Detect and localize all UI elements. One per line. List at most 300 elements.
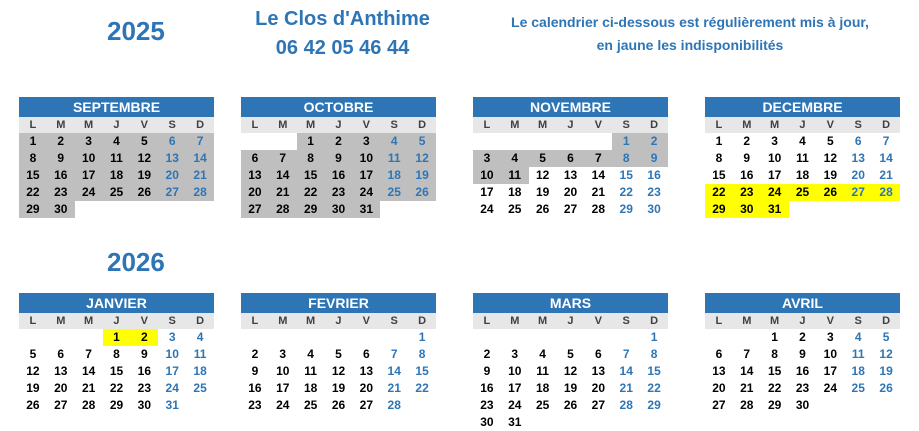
day-cell: 30 — [795, 398, 810, 412]
day-cell: 13 — [563, 168, 578, 182]
day-cell: 12 — [535, 168, 550, 182]
day-cell: 9 — [325, 150, 353, 167]
day-cell: 9 — [251, 364, 259, 378]
day-cell: 8 — [418, 347, 426, 361]
day-cell: 22 — [19, 184, 47, 201]
day-cell: 18 — [103, 167, 131, 184]
weekday-label: D — [408, 313, 436, 329]
year-2026-heading: 2026 — [107, 247, 165, 277]
day-cell: 16 — [248, 381, 262, 395]
weekday-row — [473, 313, 668, 329]
day-cell: 28 — [186, 184, 214, 201]
empty-cell — [269, 133, 297, 150]
day-cell: 9 — [47, 150, 75, 167]
day-cell: 24 — [508, 398, 522, 412]
day-cell: 23 — [795, 381, 810, 395]
day-cell: 15 — [415, 364, 429, 378]
weekday-label: V — [130, 313, 158, 329]
weekday-row — [241, 313, 436, 329]
weekday-label: L — [473, 313, 501, 329]
day-cell: 15 — [767, 364, 782, 378]
day-cell: 14 — [186, 150, 214, 167]
day-cell: 5 — [130, 133, 158, 150]
days-grid — [19, 133, 214, 218]
day-cell: 27 — [158, 184, 186, 201]
empty-cell — [529, 329, 557, 346]
day-cell: 5 — [408, 133, 436, 150]
day-cell: 8 — [612, 150, 640, 167]
weekday-row — [473, 117, 668, 133]
day-cell: 17 — [480, 185, 494, 199]
day-cell: 28 — [81, 398, 96, 412]
day-cell: 24 — [761, 184, 789, 201]
day-cell: 15 — [109, 364, 124, 378]
day-cell: 6 — [158, 133, 186, 150]
day-cell: 16 — [647, 168, 661, 182]
day-cell: 16 — [480, 381, 494, 395]
day-cell: 30 — [137, 398, 152, 412]
day-cell: 11 — [851, 347, 865, 361]
empty-cell — [297, 329, 325, 346]
day-cell: 28 — [872, 184, 900, 201]
day-cell: 21 — [186, 167, 214, 184]
day-cell: 20 — [54, 381, 68, 395]
day-cell: 24 — [276, 398, 290, 412]
day-cell: 19 — [879, 364, 893, 378]
empty-cell — [473, 329, 501, 346]
weekday-label: S — [158, 313, 186, 329]
day-cell: 13 — [359, 364, 374, 378]
day-cell: 11 — [536, 364, 549, 378]
day-cell: 14 — [879, 151, 893, 165]
weekday-label: M — [75, 313, 103, 329]
day-cell: 27 — [563, 202, 578, 216]
day-cell: 15 — [297, 167, 325, 184]
day-cell: 25 — [535, 398, 550, 412]
day-cell: 11 — [103, 150, 131, 167]
day-cell: 12 — [563, 364, 578, 378]
day-cell: 18 — [851, 364, 865, 378]
day-cell: 27 — [591, 398, 606, 412]
calendar-note-line2 — [470, 34, 910, 57]
day-cell: 6 — [241, 150, 269, 167]
weekday-label: S — [158, 117, 186, 133]
day-cell: 19 — [563, 381, 578, 395]
empty-cell — [612, 329, 640, 346]
day-cell: 2 — [483, 347, 491, 361]
day-cell: 13 — [158, 150, 186, 167]
day-cell: 17 — [75, 167, 103, 184]
day-cell: 13 — [241, 167, 269, 184]
empty-cell — [705, 329, 733, 346]
day-cell: 17 — [508, 381, 522, 395]
day-cell: 14 — [269, 167, 297, 184]
weekday-label: S — [844, 313, 872, 329]
day-cell: 10 — [767, 151, 782, 165]
day-cell: 31 — [165, 398, 179, 412]
day-cell: 8 — [715, 151, 723, 165]
day-cell: 26 — [879, 381, 893, 395]
weekday-label: M — [47, 117, 75, 133]
weekday-label: S — [612, 313, 640, 329]
weekday-label: M — [47, 313, 75, 329]
weekday-label: V — [352, 117, 380, 133]
empty-cell — [733, 329, 761, 346]
day-cell: 30 — [47, 201, 75, 218]
day-cell: 13 — [54, 364, 68, 378]
weekday-label: J — [557, 313, 585, 329]
day-cell: 10 — [75, 150, 103, 167]
month-header: OCTOBRE — [241, 97, 436, 117]
day-cell: 16 — [47, 167, 75, 184]
day-cell: 4 — [103, 133, 131, 150]
days-grid — [473, 133, 668, 218]
day-cell: 21 — [81, 381, 96, 395]
day-cell: 15 — [647, 364, 661, 378]
day-cell: 11 — [501, 167, 529, 184]
day-cell: 12 — [408, 150, 436, 167]
weekday-row — [19, 117, 214, 133]
day-cell: 23 — [647, 185, 661, 199]
empty-cell — [241, 329, 269, 346]
day-cell: 9 — [743, 151, 751, 165]
day-cell: 8 — [297, 150, 325, 167]
day-cell: 8 — [771, 347, 778, 361]
weekday-label: M — [733, 117, 761, 133]
day-cell: 21 — [269, 184, 297, 201]
empty-cell — [584, 133, 612, 150]
weekday-label: V — [130, 117, 158, 133]
day-cell: 3 — [827, 330, 834, 344]
weekday-label: D — [186, 313, 214, 329]
day-cell: 24 — [480, 202, 494, 216]
day-cell: 28 — [387, 398, 401, 412]
day-cell: 10 — [276, 364, 290, 378]
empty-cell — [325, 329, 353, 346]
day-cell: 3 — [473, 150, 501, 167]
month-header: NOVEMBRE — [473, 97, 668, 117]
weekday-label: M — [529, 313, 557, 329]
weekday-row — [705, 313, 900, 329]
day-cell: 30 — [647, 202, 661, 216]
day-cell: 14 — [619, 364, 633, 378]
day-cell: 31 — [508, 415, 522, 429]
weekday-label: L — [19, 117, 47, 133]
weekday-label: D — [872, 117, 900, 133]
day-cell: 13 — [591, 364, 606, 378]
weekday-label: V — [584, 313, 612, 329]
days-grid — [241, 329, 436, 414]
weekday-label: S — [612, 117, 640, 133]
day-cell: 22 — [415, 381, 429, 395]
day-cell: 21 — [879, 168, 893, 182]
day-cell: 18 — [795, 168, 810, 182]
weekday-row — [705, 117, 900, 133]
day-cell: 14 — [591, 168, 606, 182]
day-cell: 24 — [75, 184, 103, 201]
empty-cell — [75, 329, 103, 346]
weekday-label: L — [705, 117, 733, 133]
day-cell: 10 — [165, 347, 179, 361]
day-cell: 28 — [740, 398, 754, 412]
month-header: MARS — [473, 293, 668, 313]
day-cell: 3 — [352, 133, 380, 150]
day-cell: 2 — [799, 330, 806, 344]
day-cell: 9 — [141, 347, 148, 361]
day-cell: 25 — [103, 184, 131, 201]
month-header: AVRIL — [705, 293, 900, 313]
day-cell: 20 — [591, 381, 606, 395]
day-cell: 20 — [158, 167, 186, 184]
day-cell: 27 — [359, 398, 374, 412]
day-cell: 6 — [557, 150, 585, 167]
day-cell: 10 — [508, 364, 522, 378]
day-cell: 4 — [501, 150, 529, 167]
day-cell: 15 — [19, 167, 47, 184]
day-cell: 19 — [535, 185, 550, 199]
day-cell: 25 — [851, 381, 865, 395]
day-cell: 22 — [619, 185, 633, 199]
weekday-label: J — [103, 117, 131, 133]
phone-number: 06 42 05 46 44 — [275, 37, 410, 59]
day-cell: 10 — [473, 167, 501, 184]
day-cell: 24 — [165, 381, 179, 395]
day-cell: 2 — [130, 329, 158, 346]
day-cell: 23 — [137, 381, 152, 395]
day-cell: 11 — [380, 150, 408, 167]
weekday-label: D — [640, 117, 668, 133]
day-cell: 17 — [165, 364, 179, 378]
day-cell: 26 — [816, 184, 844, 201]
day-cell: 4 — [307, 347, 314, 361]
day-cell: 22 — [109, 381, 124, 395]
day-cell: 12 — [26, 364, 40, 378]
day-cell: 24 — [823, 381, 838, 395]
day-cell: 6 — [57, 347, 65, 361]
weekday-label: V — [352, 313, 380, 329]
day-cell: 7 — [186, 133, 214, 150]
day-cell: 1 — [650, 330, 658, 344]
empty-cell — [501, 133, 529, 150]
weekday-label: M — [269, 117, 297, 133]
weekday-label: D — [186, 117, 214, 133]
day-cell: 5 — [567, 347, 574, 361]
day-cell: 29 — [109, 398, 124, 412]
day-cell: 17 — [352, 167, 380, 184]
month-avril — [705, 293, 900, 414]
day-cell: 23 — [733, 184, 761, 201]
empty-cell — [352, 329, 380, 346]
day-cell: 13 — [851, 151, 865, 165]
day-cell: 26 — [563, 398, 578, 412]
day-cell: 4 — [380, 133, 408, 150]
day-cell: 7 — [743, 347, 751, 361]
day-cell: 9 — [483, 364, 491, 378]
day-cell: 18 — [508, 185, 522, 199]
day-cell: 26 — [130, 184, 158, 201]
property-name: Le Clos d'Anthime — [255, 8, 430, 30]
year-2025-heading: 2025 — [107, 16, 165, 46]
day-cell: 12 — [879, 347, 893, 361]
day-cell: 3 — [75, 133, 103, 150]
day-cell: 23 — [248, 398, 262, 412]
weekday-label: M — [761, 313, 789, 329]
day-cell: 11 — [193, 347, 207, 361]
day-cell: 5 — [29, 347, 37, 361]
day-cell: 11 — [304, 364, 317, 378]
empty-cell — [529, 133, 557, 150]
weekday-label: J — [325, 117, 353, 133]
day-cell: 22 — [767, 381, 782, 395]
day-cell: 20 — [359, 381, 374, 395]
weekday-label: M — [501, 117, 529, 133]
weekday-label: M — [297, 117, 325, 133]
note-text-pre: en — [596, 37, 617, 53]
empty-cell — [380, 329, 408, 346]
day-cell: 6 — [595, 347, 602, 361]
day-cell: 5 — [529, 150, 557, 167]
day-cell: 17 — [767, 168, 782, 182]
day-cell: 28 — [591, 202, 606, 216]
note-text-post: les indisponibilités — [653, 37, 784, 53]
day-cell: 7 — [390, 347, 398, 361]
day-cell: 26 — [408, 184, 436, 201]
day-cell: 27 — [844, 184, 872, 201]
weekday-label: V — [816, 117, 844, 133]
day-cell: 20 — [563, 185, 578, 199]
day-cell: 2 — [325, 133, 353, 150]
month-header: SEPTEMBRE — [19, 97, 214, 117]
day-cell: 29 — [19, 201, 47, 218]
day-cell: 18 — [535, 381, 550, 395]
day-cell: 25 — [380, 184, 408, 201]
day-cell: 3 — [771, 134, 778, 148]
calendar-note — [470, 11, 910, 57]
weekday-label: S — [380, 117, 408, 133]
day-cell: 7 — [622, 347, 630, 361]
day-cell: 29 — [619, 202, 633, 216]
day-cell: 8 — [113, 347, 120, 361]
days-grid — [241, 133, 436, 218]
day-cell: 21 — [619, 381, 633, 395]
day-cell: 27 — [712, 398, 726, 412]
day-cell: 3 — [511, 347, 519, 361]
month-mars — [473, 293, 668, 431]
day-cell: 21 — [387, 381, 401, 395]
day-cell: 22 — [647, 381, 661, 395]
day-cell: 16 — [325, 167, 353, 184]
day-cell: 31 — [352, 201, 380, 218]
day-cell: 2 — [47, 133, 75, 150]
day-cell: 9 — [799, 347, 806, 361]
day-cell: 1 — [418, 330, 426, 344]
day-cell: 14 — [387, 364, 401, 378]
empty-cell — [19, 329, 47, 346]
day-cell: 19 — [331, 381, 346, 395]
day-cell: 10 — [352, 150, 380, 167]
day-cell: 4 — [196, 330, 204, 344]
month-janvier — [19, 293, 214, 414]
day-cell: 26 — [26, 398, 40, 412]
day-cell: 4 — [799, 134, 806, 148]
weekday-label: M — [529, 117, 557, 133]
day-cell: 28 — [269, 201, 297, 218]
month-fevrier — [241, 293, 436, 414]
weekday-label: M — [761, 117, 789, 133]
day-cell: 7 — [882, 134, 890, 148]
day-cell: 20 — [851, 168, 865, 182]
day-cell: 19 — [408, 167, 436, 184]
day-cell: 1 — [715, 134, 723, 148]
day-cell: 25 — [193, 381, 207, 395]
day-cell: 3 — [279, 347, 287, 361]
day-cell: 20 — [241, 184, 269, 201]
day-cell: 15 — [619, 168, 633, 182]
day-cell: 29 — [297, 201, 325, 218]
day-cell: 17 — [823, 364, 838, 378]
day-cell: 1 — [771, 330, 778, 344]
day-cell: 19 — [26, 381, 40, 395]
weekday-label: V — [816, 313, 844, 329]
weekday-label: L — [19, 313, 47, 329]
day-cell: 27 — [241, 201, 269, 218]
day-cell: 1 — [297, 133, 325, 150]
weekday-row — [241, 117, 436, 133]
day-cell: 5 — [335, 347, 342, 361]
day-cell: 1 — [19, 133, 47, 150]
day-cell: 7 — [85, 347, 92, 361]
month-novembre — [473, 97, 668, 218]
weekday-label: S — [380, 313, 408, 329]
weekday-row — [19, 313, 214, 329]
day-cell: 19 — [823, 168, 838, 182]
weekday-label: M — [501, 313, 529, 329]
day-cell: 13 — [712, 364, 726, 378]
day-cell: 29 — [705, 201, 733, 218]
weekday-label: M — [733, 313, 761, 329]
weekday-label: M — [75, 117, 103, 133]
day-cell: 6 — [363, 347, 370, 361]
weekday-label: J — [789, 313, 817, 329]
day-cell: 5 — [882, 330, 890, 344]
day-cell: 14 — [81, 364, 96, 378]
weekday-label: S — [844, 117, 872, 133]
calendar-note-line1: Le calendrier ci-dessous est régulièrement mis à jour, — [511, 14, 869, 30]
empty-cell — [269, 329, 297, 346]
day-cell: 24 — [352, 184, 380, 201]
day-cell: 2 — [640, 133, 668, 150]
day-cell: 1 — [103, 329, 131, 346]
weekday-label: L — [241, 313, 269, 329]
note-highlight-jaune: jaune — [616, 37, 654, 53]
day-cell: 21 — [740, 381, 754, 395]
empty-cell — [584, 329, 612, 346]
day-cell: 14 — [740, 364, 754, 378]
day-cell: 16 — [795, 364, 810, 378]
day-cell: 18 — [303, 381, 318, 395]
day-cell: 23 — [47, 184, 75, 201]
day-cell: 2 — [743, 134, 751, 148]
weekday-label: L — [705, 313, 733, 329]
day-cell: 4 — [854, 330, 862, 344]
day-cell: 25 — [303, 398, 318, 412]
day-cell: 9 — [640, 150, 668, 167]
empty-cell — [473, 133, 501, 150]
day-cell: 5 — [827, 134, 834, 148]
day-cell: 30 — [325, 201, 353, 218]
day-cell: 25 — [789, 184, 817, 201]
day-cell: 12 — [331, 364, 346, 378]
